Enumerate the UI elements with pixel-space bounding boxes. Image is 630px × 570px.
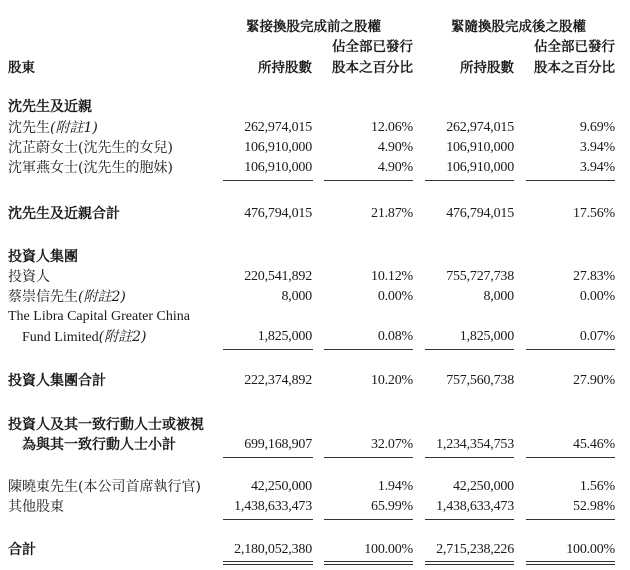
shares-after: 755,727,738	[446, 269, 514, 284]
underline-divider	[324, 457, 413, 458]
underline-divider	[425, 349, 514, 350]
shares-before: 699,168,907	[244, 437, 312, 452]
shareholder-name-line2: Fund Limited	[22, 330, 99, 345]
shares-before: 2,180,052,380	[234, 542, 312, 557]
shares-before: 262,974,015	[244, 120, 312, 135]
underline-divider	[223, 349, 313, 350]
pct-before: 4.90%	[377, 160, 413, 175]
header-shares-before: 所持股數	[258, 60, 312, 76]
header-shareholder: 股東	[8, 60, 35, 76]
total-label: 合計	[8, 542, 36, 558]
pct-after: 17.56%	[573, 206, 615, 221]
double-underline-top	[223, 561, 313, 562]
shares-after: 1,234,354,753	[436, 437, 514, 452]
section-title-investor: 投資人集團	[8, 249, 78, 265]
double-underline-bottom	[223, 564, 313, 565]
underline-divider	[526, 180, 615, 181]
double-underline-bottom	[526, 564, 615, 565]
pct-after: 100.00%	[566, 542, 615, 557]
shareholder-name: 蔡崇信先生	[8, 289, 78, 305]
underline-divider	[324, 180, 413, 181]
shares-before: 220,541,892	[244, 269, 312, 284]
double-underline-top	[324, 561, 413, 562]
pct-before: 32.07%	[371, 437, 413, 452]
pct-after: 1.56%	[579, 479, 615, 494]
shareholder-name: 沈先生	[8, 120, 50, 136]
header-pct-line1-before: 佔全部已發行	[332, 39, 413, 55]
shares-before: 1,438,633,473	[234, 499, 312, 514]
shares-after: 106,910,000	[446, 160, 514, 175]
underline-divider	[526, 349, 615, 350]
double-underline-bottom	[324, 564, 413, 565]
shares-after: 106,910,000	[446, 140, 514, 155]
pct-before: 0.08%	[377, 329, 413, 344]
pct-after: 3.94%	[579, 140, 615, 155]
shareholder-name: 陳曉東先生(本公司首席執行官)	[8, 479, 201, 495]
shares-after: 476,794,015	[446, 206, 514, 221]
footnote-ref: (附註1)	[50, 120, 98, 136]
section-title-shen: 沈先生及近親	[8, 99, 92, 115]
shares-before: 1,825,000	[257, 329, 312, 344]
underline-divider	[526, 519, 615, 520]
double-underline-top	[526, 561, 615, 562]
row-label	[8, 119, 98, 137]
shares-before: 8,000	[281, 289, 312, 304]
subtotal-label: 沈先生及近親合計	[8, 206, 120, 222]
shares-after: 42,250,000	[452, 479, 514, 494]
header-pct-line2-after: 股本之百分比	[534, 60, 615, 76]
pct-after: 45.46%	[573, 437, 615, 452]
subtotal-label-line2: 為與其一致行動人士小計	[22, 437, 176, 453]
pct-before: 0.00%	[377, 289, 413, 304]
shareholder-name: 其他股東	[8, 499, 64, 515]
pct-before: 21.87%	[371, 206, 413, 221]
shareholder-name: 投資人	[8, 269, 50, 285]
underline-divider	[223, 180, 313, 181]
pct-before: 100.00%	[364, 542, 413, 557]
shareholder-name: 沈軍燕女士(沈先生的胞妹)	[8, 160, 173, 176]
header-pct-line2-before: 股本之百分比	[332, 60, 413, 76]
subtotal-label-line1: 投資人及其一致行動人士或被視	[8, 417, 204, 433]
pct-after: 0.07%	[579, 329, 615, 344]
underline-divider	[324, 349, 413, 350]
underline-divider	[425, 457, 514, 458]
pct-before: 12.06%	[371, 120, 413, 135]
shareholder-name-line1: The Libra Capital Greater China	[8, 309, 190, 324]
row-label	[22, 328, 146, 346]
shares-before: 106,910,000	[244, 160, 312, 175]
header-before-completion: 緊接換股完成前之股權	[246, 19, 381, 35]
shares-before: 222,374,892	[244, 373, 312, 388]
pct-before: 4.90%	[377, 140, 413, 155]
shares-after: 757,560,738	[446, 373, 514, 388]
row-label	[8, 288, 126, 306]
pct-before: 1.94%	[377, 479, 413, 494]
pct-after: 52.98%	[573, 499, 615, 514]
underline-divider	[425, 519, 514, 520]
underline-divider	[324, 519, 413, 520]
footnote-ref: (附註2)	[98, 329, 147, 345]
shareholder-name: 沈芷蔚女士(沈先生的女兒)	[8, 140, 173, 156]
double-underline-top	[425, 561, 514, 562]
underline-divider	[223, 519, 313, 520]
pct-after: 27.90%	[573, 373, 615, 388]
underline-divider	[223, 457, 313, 458]
shares-before: 476,794,015	[244, 206, 312, 221]
shares-after: 2,715,238,226	[436, 542, 514, 557]
footnote-ref: (附註2)	[78, 289, 126, 305]
double-underline-bottom	[425, 564, 514, 565]
shares-after: 1,438,633,473	[436, 499, 514, 514]
header-after-completion: 緊隨換股完成後之股權	[451, 19, 586, 35]
shares-before: 42,250,000	[250, 479, 312, 494]
pct-after: 0.00%	[579, 289, 615, 304]
underline-divider	[526, 457, 615, 458]
subtotal-label: 投資人集團合計	[8, 373, 106, 389]
underline-divider	[425, 180, 514, 181]
pct-after: 27.83%	[573, 269, 615, 284]
shares-before: 106,910,000	[244, 140, 312, 155]
header-pct-line1-after: 佔全部已發行	[534, 39, 615, 55]
shares-after: 1,825,000	[459, 329, 514, 344]
pct-after: 9.69%	[579, 120, 615, 135]
pct-before: 10.20%	[371, 373, 413, 388]
pct-after: 3.94%	[579, 160, 615, 175]
shares-after: 262,974,015	[446, 120, 514, 135]
pct-before: 65.99%	[371, 499, 413, 514]
shares-after: 8,000	[483, 289, 514, 304]
header-shares-after: 所持股數	[460, 60, 514, 76]
pct-before: 10.12%	[371, 269, 413, 284]
